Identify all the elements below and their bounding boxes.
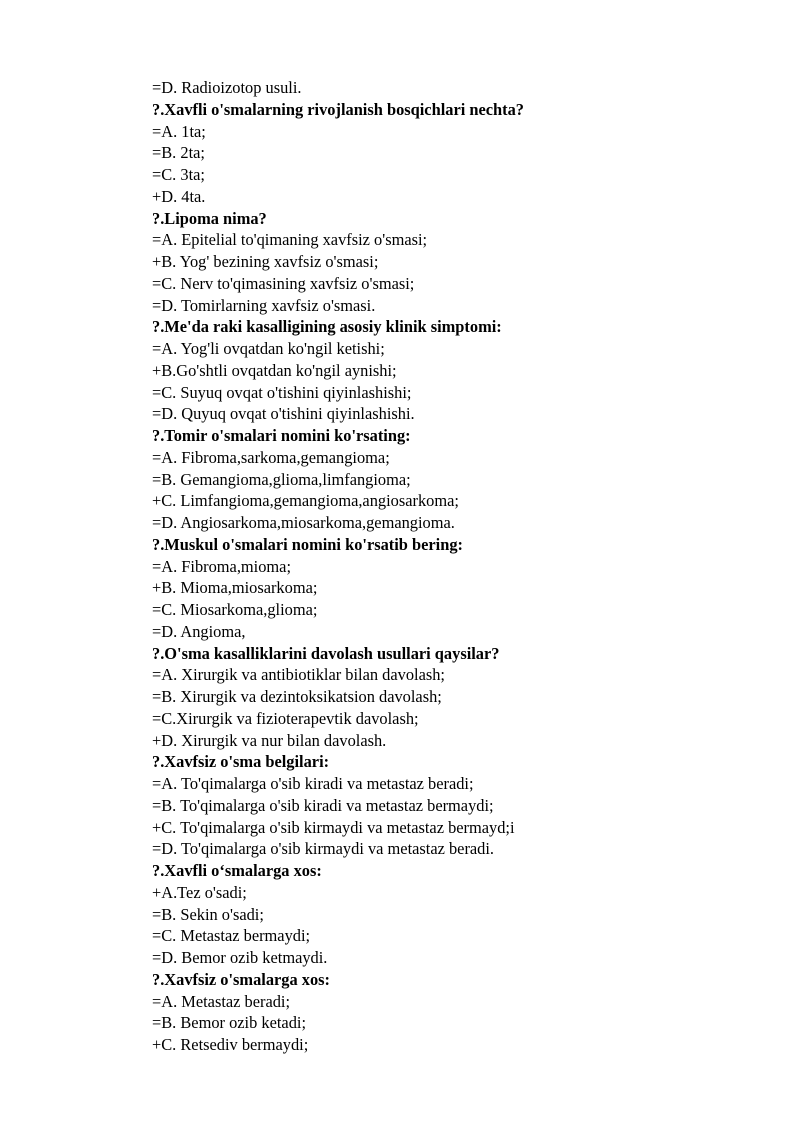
answer-option: =D. To'qimalarga o'sib kirmaydi va metastaz beradi.	[152, 839, 495, 859]
answer-option: =D. Angioma,	[152, 621, 246, 641]
answer-option: =B. Sekin o'sadi;	[152, 904, 264, 924]
answer-option: =D. Bemor ozib ketmaydi.	[152, 948, 328, 967]
answer-option: +C. Limfangioma,gemangioma,angiosarkoma;	[152, 491, 459, 511]
answer-option: +B. Mioma,miosarkoma;	[152, 578, 318, 598]
question-heading: ?.Xavfli oʻsmalarga xos:	[152, 861, 322, 880]
answer-option: =C. Nerv to'qimasining xavfsiz o'smasi;	[152, 273, 415, 293]
answer-option: +C. To'qimalarga o'sib kirmaydi va metastaz bermayd;i	[152, 817, 515, 837]
answer-option: =A. Xirurgik va antibiotiklar bilan davolash;	[152, 665, 445, 685]
answer-option: =A. 1ta;	[152, 121, 206, 141]
question-list	[152, 77, 772, 1056]
answer-option: +B.Go'shtli ovqatdan ko'ngil aynishi;	[152, 360, 397, 380]
question-heading: ?.Xavfsiz o'sma belgilari:	[152, 752, 330, 772]
question-heading: ?.Xavfli o'smalarning rivojlanish bosqichlari nechta?	[152, 99, 525, 119]
answer-option: +B. Yog' bezining xavfsiz o'smasi;	[152, 252, 379, 271]
answer-option: =D. Angiosarkoma,miosarkoma,gemangioma.	[152, 513, 455, 532]
question-heading: ?.Lipoma nima?	[152, 208, 267, 228]
answer-option: +C. Retsediv bermaydi;	[152, 1035, 309, 1054]
answer-option: =A. Fibroma,mioma;	[152, 556, 291, 576]
answer-option: =C. Metastaz bermaydi;	[152, 926, 311, 946]
answer-option: =B. 2ta;	[152, 143, 205, 163]
answer-option: =B. Bemor ozib ketadi;	[152, 1013, 306, 1033]
answer-option: =A. To'qimalarga o'sib kiradi va metastaz beradi;	[152, 774, 474, 793]
answer-option: =A. Metastaz beradi;	[152, 991, 291, 1011]
question-heading: ?.Me'da raki kasalligining asosiy klinik simptomi:	[152, 317, 502, 337]
answer-option: =B. To'qimalarga o'sib kiradi va metastaz bermaydi;	[152, 795, 494, 815]
question-heading: ?.Muskul o'smalari nomini ko'rsatib bering:	[152, 534, 464, 554]
answer-option: +A.Tez o'sadi;	[152, 882, 247, 902]
answer-option: =C. Miosarkoma,glioma;	[152, 600, 318, 619]
answer-option: +D. 4ta.	[152, 186, 206, 206]
answer-option: =B. Gemangioma,glioma,limfangioma;	[152, 469, 411, 489]
answer-option: =D. Radioizotop usuli.	[152, 78, 302, 97]
answer-option: =C.Xirurgik va fizioterapevtik davolash;	[152, 708, 419, 728]
question-heading: ?.Tomir o'smalari nomini ko'rsating:	[152, 426, 411, 445]
answer-option: +D. Xirurgik va nur bilan davolash.	[152, 730, 387, 750]
question-heading: ?.O'sma kasalliklarini davolash usullari qaysilar?	[152, 643, 500, 663]
answer-option: =D. Tomirlarning xavfsiz o'smasi.	[152, 295, 376, 315]
answer-option: =A. Epitelial to'qimaning xavfsiz o'smasi;	[152, 230, 428, 250]
answer-option: =C. 3ta;	[152, 165, 205, 184]
answer-option: =A. Fibroma,sarkoma,gemangioma;	[152, 447, 390, 467]
question-heading: ?.Xavfsiz o'smalarga xos:	[152, 969, 331, 989]
answer-option: =A. Yog'li ovqatdan ko'ngil ketishi;	[152, 339, 385, 358]
answer-option: =B. Xirurgik va dezintoksikatsion davolash;	[152, 687, 442, 706]
answer-option: =C. Suyuq ovqat o'tishini qiyinlashishi;	[152, 382, 412, 402]
answer-option: =D. Quyuq ovqat o'tishini qiyinlashishi.	[152, 404, 415, 424]
